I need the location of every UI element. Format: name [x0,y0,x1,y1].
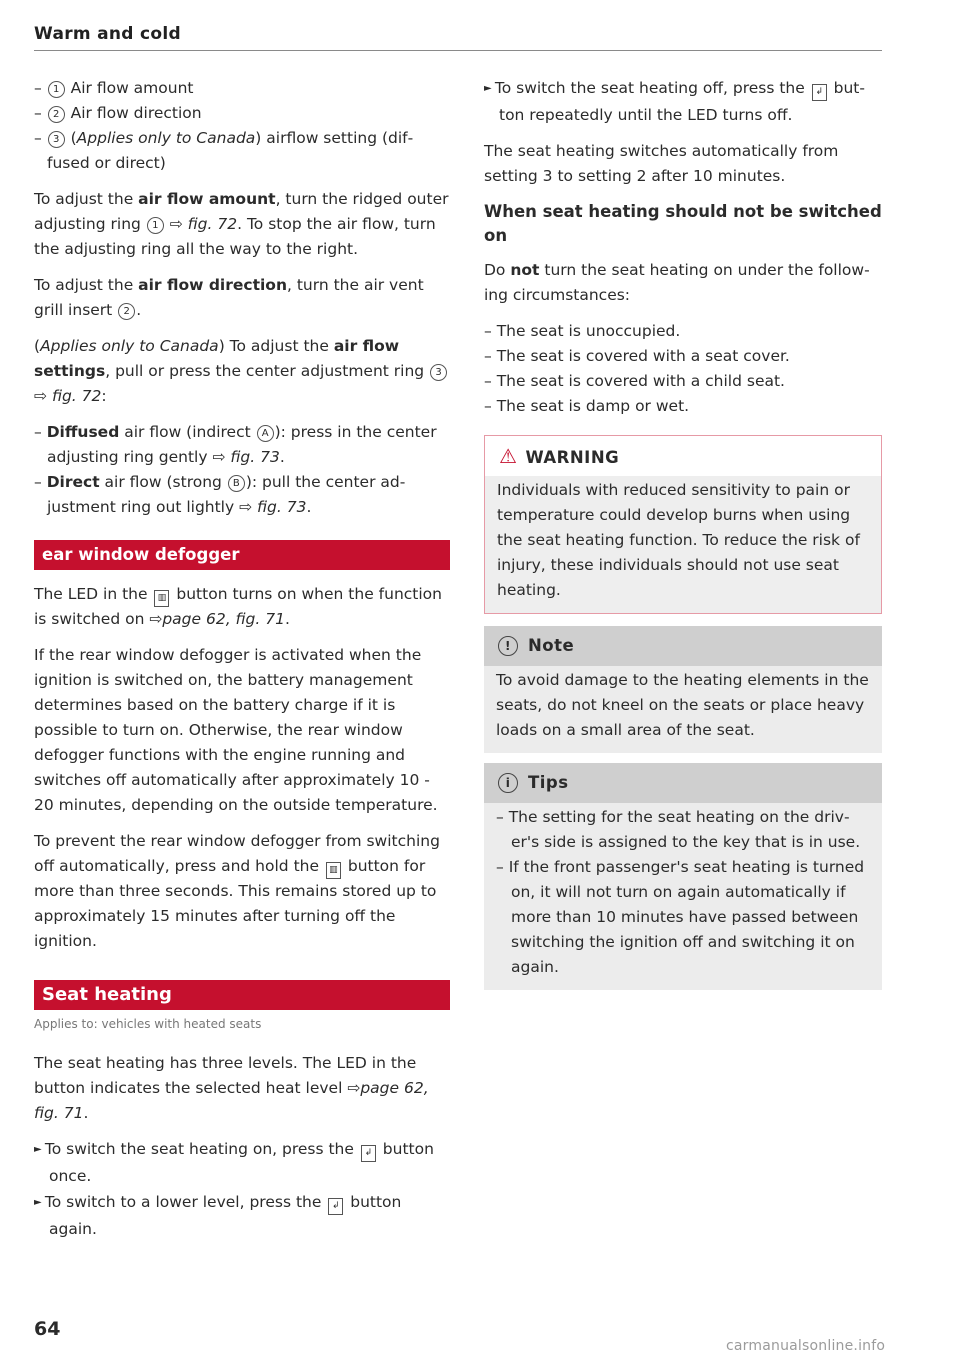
callout-2-icon: 2 [48,106,65,123]
note-text: To avoid damage to the heating elements in the seats, do not kneel on the seats or place heavy loads on a small area of the seat. [496,671,869,739]
seat-heating-off-step [484,76,882,128]
list-item: – The seat is unoccupied. [484,319,882,344]
list-item: – Diffused air flow (indirect A ): press in the center adjusting ring gently ⇨ fig. 73. [34,420,450,470]
seat-heating-button-icon: ↲ [812,84,827,101]
list-item: – If the front passenger's seat heating is turned on, it will not turn on again automatically if more than 10 minutes have passed between switching the ignition off and switching it on again. [496,855,870,980]
tips-header: i Tips [484,763,882,803]
list-item: – The seat is covered with a seat cover. [484,344,882,369]
paragraph-airflow-direction: To adjust the air flow direction, turn the air vent grill insert 2 . [34,276,424,319]
warning-text: Individuals with reduced sensitivity to pain or temperature could develop burns when using the seat heating function. To reduce the risk of injury, these individuals should not use seat heating. [497,481,860,599]
paragraph-auto-switch: The seat heating switches automatically from setting 3 to setting 2 after 10 minutes. [484,142,839,185]
subheading-do-not-switch-on: When seat heating should not be switched on [484,202,882,245]
callout-3-icon: 3 [48,131,65,148]
seat-heating-steps [34,1137,450,1242]
info-icon: i [498,773,518,793]
vent-controls-list [34,76,450,176]
paragraph-do-not: Do not turn the seat heating on under the following circumstances: [484,261,870,304]
callout-a-icon: A [257,425,274,442]
paragraph-defogger-battery: If the rear window defogger is activated when the ignition is switched on, the battery management determines based on the battery charge if it is possible to turn on. Otherwise, the rear window defogger functions with the engine running and switches off automatically after approximately 10 - 20 minutes, depending on the outside temperature. [34,646,438,814]
right-column [484,76,882,990]
warning-header: ⚠ WARNING [485,436,881,476]
tips-list [496,805,870,980]
airflow-modes-list [34,420,450,520]
list-item: – Direct air flow (strong B ): pull the center adjustment ring out lightly ⇨ fig. 73. [34,470,450,520]
page-header [34,24,882,51]
step-item: ► To switch the seat heating on, press the ↲ button once. [34,1137,450,1189]
section-banner-seat-heating: Seat heating [34,980,450,1010]
list-item: – The seat is covered with a child seat. [484,369,882,394]
figure-reference-link[interactable]: ⇨ fig. 73 [212,448,280,466]
page-number: 64 [34,1318,61,1340]
rear-defog-button-icon: ▥ [326,862,341,879]
callout-1-icon: 1 [48,81,65,98]
warning-box [484,435,882,614]
figure-reference-link[interactable]: ⇨ fig. 72 [169,215,238,233]
conditions-list [484,319,882,419]
paragraph-airflow-settings: (Applies only to Canada) To adjust the air flow settings, pull or press the center adjustment ring 3 ⇨ fig. 72: [34,334,450,409]
list-item: – The setting for the seat heating on the driver's side is assigned to the key that is in use. [496,805,870,855]
callout-2-icon: 2 [118,303,135,320]
seat-heating-button-icon: ↲ [361,1145,376,1162]
paragraph-airflow-amount: To adjust the air flow amount, turn the ridged outer adjusting ring 1 ⇨ fig. 72. To stop the air flow, turn the adjusting ring all the way to the right. [34,190,449,258]
step-item: ► To switch to a lower level, press the ↲ button again. [34,1190,450,1242]
paragraph-seat-levels: The seat heating has three levels. The LED in the button indicates the selected heat level ⇨page 62, fig. 71. [34,1054,429,1122]
callout-3-icon: 3 [430,364,447,381]
section-title: Warm and cold [34,24,181,44]
list-item: – The seat is damp or wet. [484,394,882,419]
paragraph-defogger-prevent: To prevent the rear window defogger from switching off automatically, press and hold the ▥ button for more than three seconds. This remains stored up to approximately 15 minutes after turning off the ignition. [34,832,440,950]
note-exclamation-icon: ! [498,636,518,656]
list-item: – 1 Air flow amount [34,76,450,101]
seat-heating-button-icon: ↲ [328,1198,343,1215]
callout-b-icon: B [228,475,245,492]
section-banner-defogger: ear window defogger [34,540,450,570]
page-reference-link[interactable]: ⇨page 62, fig. 71 [34,1079,429,1122]
tips-body [484,803,882,990]
applies-to-note: Applies to: vehicles with heated seats [34,1017,262,1031]
tips-box [484,763,882,990]
note-box [484,626,882,753]
watermark: carmanualsonline.info [726,1338,886,1354]
callout-1-icon: 1 [147,217,164,234]
figure-reference-link[interactable]: ⇨ fig. 73 [239,498,307,516]
rear-defog-button-icon: ▥ [154,590,169,607]
note-header: ! Note [484,626,882,666]
figure-reference-link[interactable]: ⇨ fig. 72 [34,387,102,405]
left-column [34,76,450,1243]
list-item: – 3 (Applies only to Canada) airflow setting (diffused or direct) [34,126,450,176]
paragraph-defogger-led: The LED in the ▥ button turns on when the function is switched on ⇨page 62, fig. 71. [34,585,442,628]
warning-triangle-icon: ⚠ [499,444,518,468]
step-item: ► To switch the seat heating off, press the ↲ button repeatedly until the LED turns off. [484,76,882,128]
page-reference-link[interactable]: ⇨page 62, fig. 71 [149,610,285,628]
list-item: – 2 Air flow direction [34,101,450,126]
